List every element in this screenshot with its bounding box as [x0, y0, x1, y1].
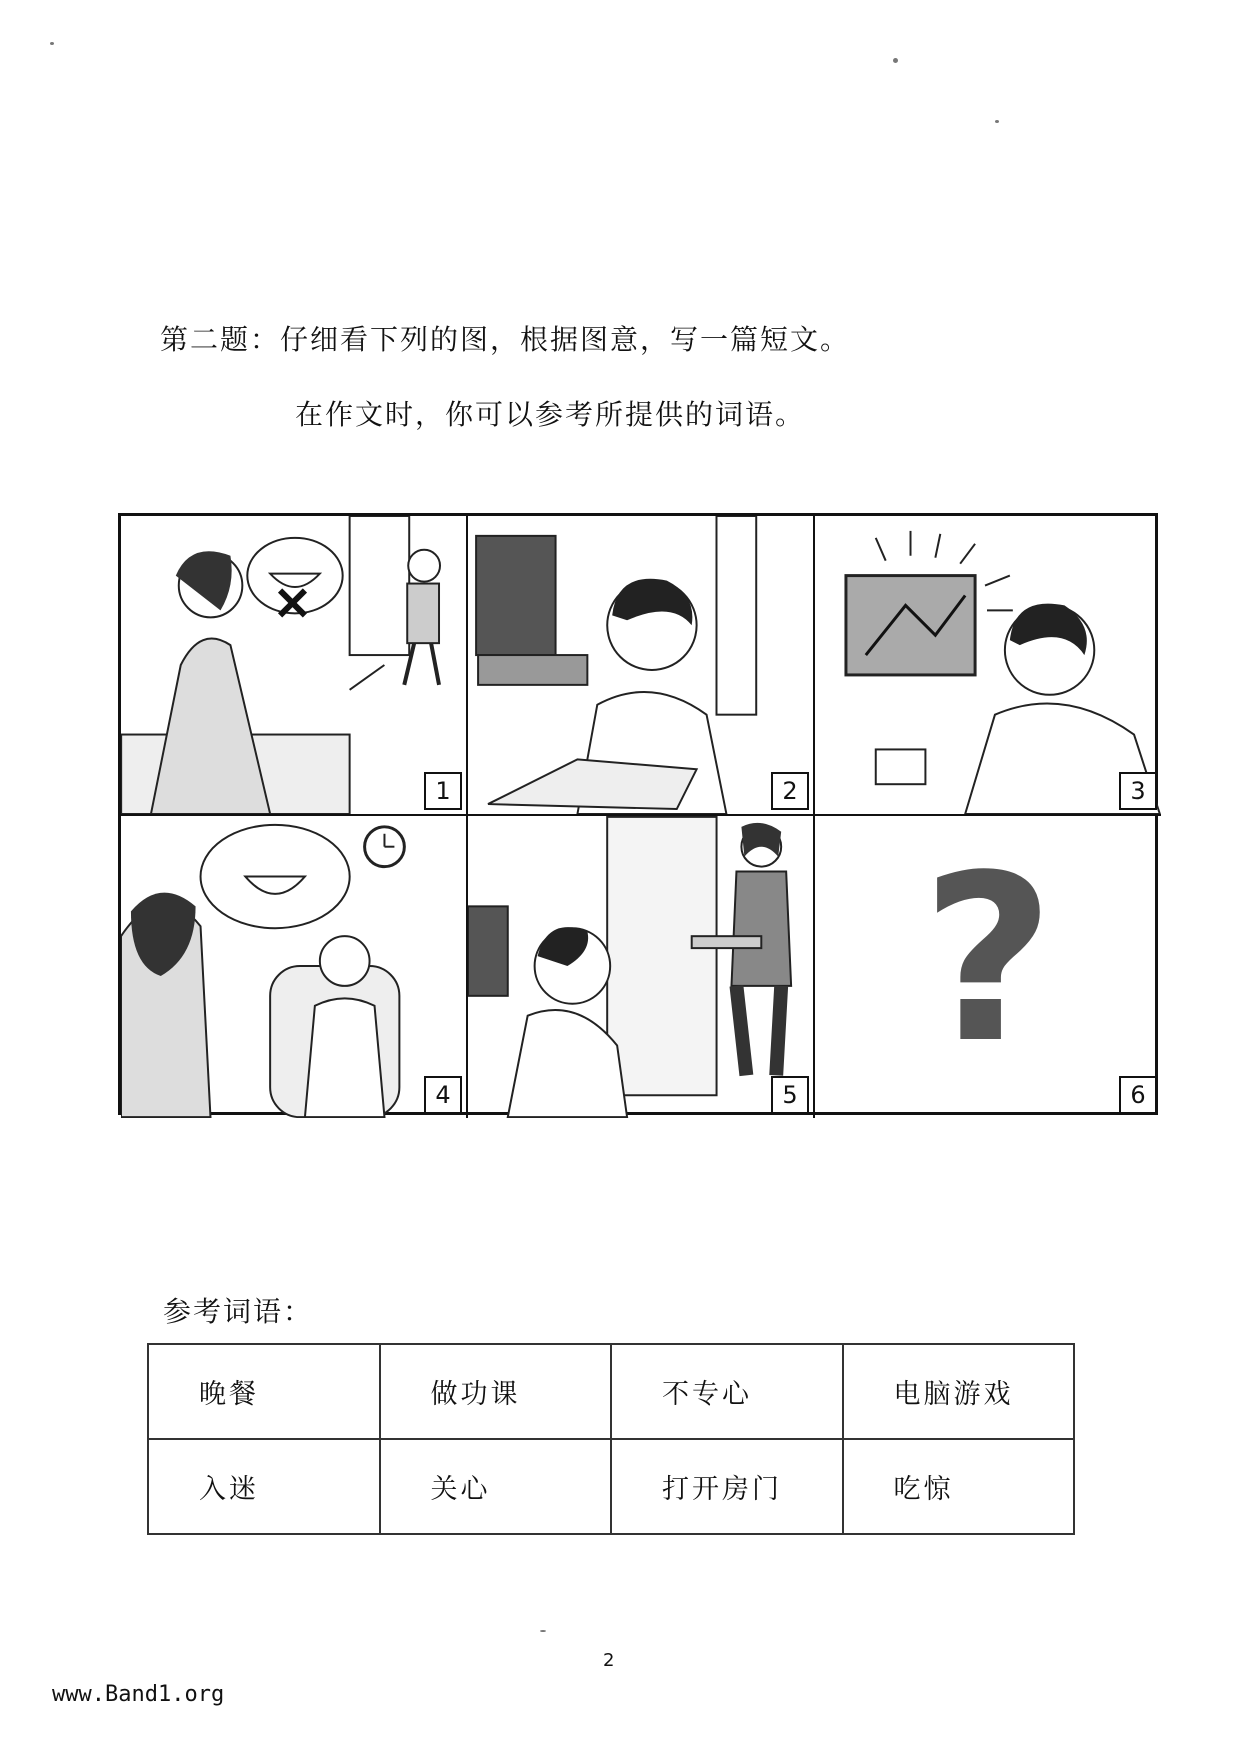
panel-4-illustration [121, 816, 466, 1118]
footer-url: www.Band1.org [52, 1682, 225, 1707]
reference-word: 做功课 [380, 1344, 612, 1439]
page-number: 2 [603, 1650, 615, 1671]
panel-3-illustration [815, 516, 1161, 814]
reference-word: 吃惊 [843, 1439, 1075, 1534]
panel-number: 1 [424, 772, 462, 810]
reference-word: 不专心 [611, 1344, 843, 1439]
panel-number: 5 [771, 1076, 809, 1114]
panel-number: 3 [1119, 772, 1157, 810]
scan-speck [540, 1630, 546, 1632]
reference-word: 晚餐 [148, 1344, 380, 1439]
question-subtitle: 在作文时，你可以参考所提供的词语。 [295, 398, 806, 431]
reference-table [147, 1343, 1075, 1535]
table-row [148, 1439, 1074, 1534]
comic-grid [118, 513, 1158, 1115]
reference-label: 参考词语： [163, 1295, 314, 1328]
comic-panel-6 [815, 816, 1161, 1118]
comic-panel-5 [468, 816, 815, 1118]
panel-5-illustration [468, 816, 813, 1118]
panel-number: 4 [424, 1076, 462, 1114]
comic-panel-3 [815, 516, 1161, 816]
panel-number: 2 [771, 772, 809, 810]
question-mark: ? [921, 827, 1055, 1094]
reference-word: 关心 [380, 1439, 612, 1534]
panel-2-illustration [468, 516, 813, 814]
panel-number: 6 [1119, 1076, 1157, 1114]
reference-word: 电脑游戏 [843, 1344, 1075, 1439]
reference-word: 入迷 [148, 1439, 380, 1534]
question-title: 第二题：仔细看下列的图，根据图意，写一篇短文。 [160, 323, 851, 356]
scan-speck [995, 120, 999, 123]
comic-panel-4 [121, 816, 468, 1118]
comic-panel-2 [468, 516, 815, 816]
table-row [148, 1344, 1074, 1439]
reference-word: 打开房门 [611, 1439, 843, 1534]
scan-speck [893, 58, 898, 63]
comic-panel-1 [121, 516, 468, 816]
panel-1-illustration [121, 516, 466, 814]
scan-speck [50, 42, 54, 45]
